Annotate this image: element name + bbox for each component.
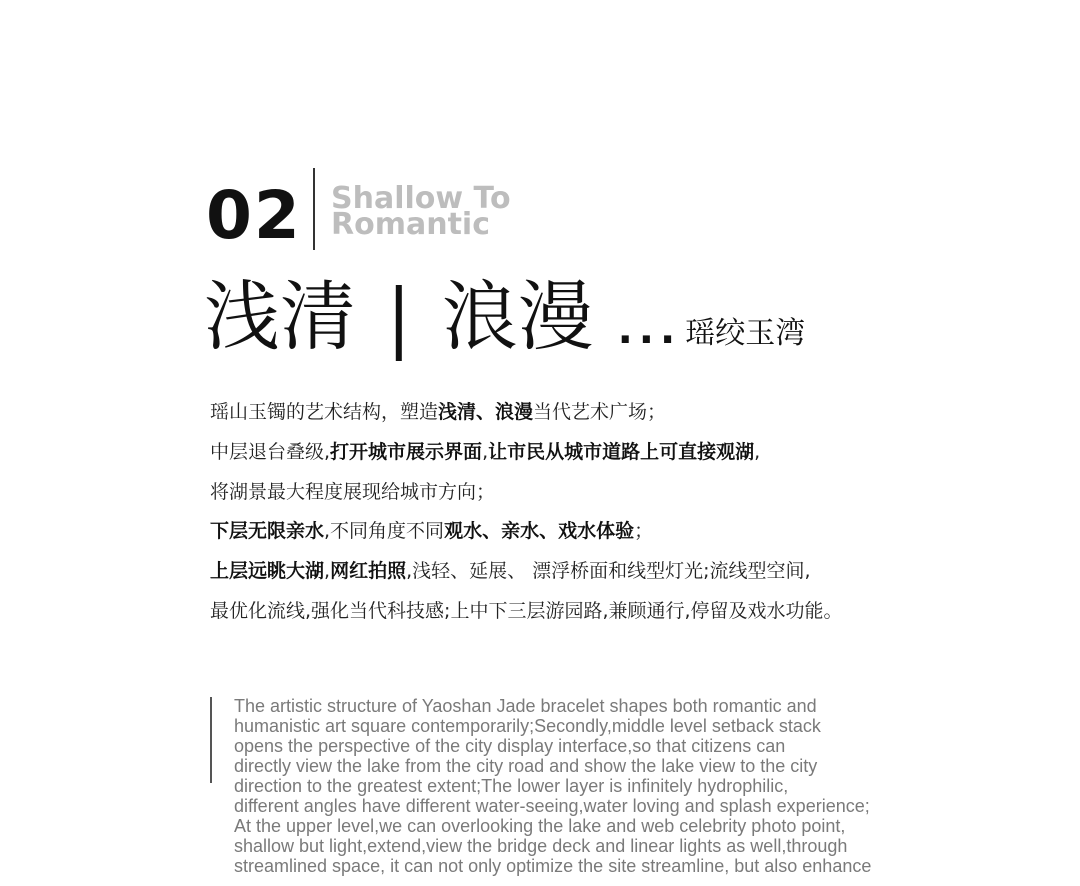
english-body-line: shallow but light,extend,view the bridge deck and linear lights as well,through (234, 836, 848, 856)
body-text-segment: ； (634, 520, 654, 543)
english-subtitle-line-2: Romantic (331, 207, 490, 242)
english-body-line: different angles have different water-seeing,water loving and splash experience; (234, 796, 870, 816)
chinese-body-text (210, 393, 1010, 632)
body-text-segment: 将湖景最大程度展现给城市方向； (210, 480, 496, 503)
english-subtitle-line-1: Shallow To (331, 181, 511, 216)
english-body-line: humanistic art square contemporarily;Secondly,middle level setback stack (234, 716, 821, 736)
chinese-body-line (210, 512, 1010, 552)
chinese-body-line (210, 433, 1010, 473)
english-body-line: opens the perspective of the city display interface,so that citizens can (234, 736, 786, 756)
english-body-line: direction to the greatest extent;The lower layer is infinitely hydrophilic, (234, 776, 789, 796)
body-text-segment: 中层退台叠级, (210, 440, 331, 463)
body-text-segment: ,不同角度不同 (324, 520, 445, 543)
main-title (204, 262, 805, 389)
emphasis-text: 让市民从城市道路上可直接观湖 (488, 440, 755, 463)
body-text-segment: , (754, 440, 761, 463)
body-text-segment: 瑶山玉镯的艺术结构，塑造 (210, 401, 439, 423)
english-subtitle (331, 181, 561, 242)
chinese-body-line (210, 473, 1010, 513)
english-body-text (234, 696, 994, 876)
title-ellipsis: ... (617, 307, 682, 353)
english-body-line: At the upper level,we can overlooking the lake and web celebrity photo point, (234, 816, 846, 836)
body-text-segment: 最优化流线,强化当代科技感;上中下三层游园路,兼顾通行,停留及戏水功能。 (210, 599, 843, 622)
chinese-body-line (210, 552, 1010, 592)
title-part-1: 浅清 (204, 272, 356, 361)
emphasis-text: 打开城市展示界面 (330, 440, 483, 463)
emphasis-text: 网红拍照 (330, 560, 407, 583)
emphasis-text: 下层无限亲水 (210, 520, 325, 543)
emphasis-text: 上层远眺大湖 (210, 560, 325, 583)
title-part-2: 浪漫 (441, 272, 594, 361)
english-body-line: directly view the lake from the city road and show the lake view to the city (234, 756, 818, 776)
body-text-segment: , (324, 560, 331, 583)
english-body-line: streamlined space, it can not only optimize the site streamline, but also enhance (234, 856, 872, 876)
english-body-line: The artistic structure of Yaoshan Jade bracelet shapes both romantic and (234, 696, 817, 716)
chinese-body-line (210, 393, 1010, 433)
body-text-segment: ,浅轻、延展、 漂浮桥面和线型灯光;流线型空间, (406, 560, 811, 583)
chinese-body-line (210, 592, 1010, 632)
emphasis-text: 观水、亲水、戏水体验 (444, 520, 635, 543)
header-divider (313, 168, 315, 250)
emphasis-text: 浅清、浪漫 (438, 401, 534, 423)
title-place-name: 瑶绞玉湾 (685, 316, 806, 351)
body-text-segment: 当代艺术广场； (533, 401, 667, 423)
body-text-segment: , (482, 440, 489, 463)
english-quote-bar (210, 697, 212, 783)
section-number: 02 (206, 177, 302, 254)
title-divider: | (386, 272, 412, 361)
